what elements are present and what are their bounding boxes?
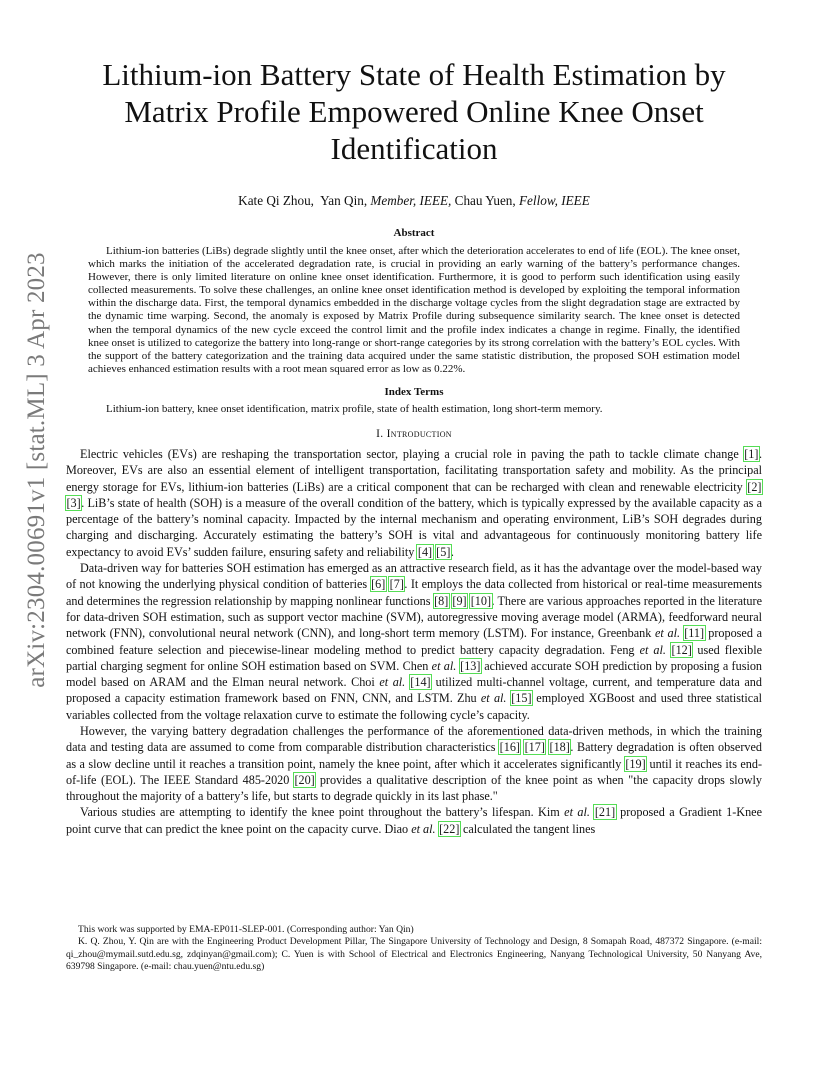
citation-link[interactable]: [15] <box>511 691 532 706</box>
paragraph <box>66 804 762 837</box>
text-run: provides a qualitative description of the knee point as when "the capacity drops slowly throughout the majority of a battery’s life, but starts to degrade quickly in its last phase." <box>66 772 762 804</box>
et-al: et al. <box>655 626 681 641</box>
et-al: et al. <box>431 658 457 673</box>
text-run: until it reaches its end-of-life (EOL). The IEEE Standard 485-2020 <box>66 756 762 787</box>
text-run: . Battery degradation is often observed as a slow decline until it reaches a transition point, namely the knee point, after which it accelerates significantly <box>66 740 762 771</box>
citation-link[interactable]: [11] <box>684 626 705 641</box>
et-al: et al. <box>411 821 436 836</box>
paper-page <box>66 56 762 837</box>
affiliation-footnote: K. Q. Zhou, Y. Qin are with the Engineering Product Development Pillar, The Singapore University of Technology and Design, 8 Somapah Road, 487372 Singapore. (e-mail: qi_zhou@mymail.sutd.edu.sg, zdqinyan@gmail.com); C. Yuen is with School of Electrical and Electronics Engineering, Nanyang Technological University, 50 Nanyang Ave, 639798 Singapore. (e-mail: chau.yuen@ntu.edu.sg) <box>66 936 762 973</box>
citation-link[interactable]: [5] <box>436 544 451 559</box>
introduction-body <box>66 446 762 837</box>
text-run: . Moreover, EVs are also an essential element of intelligent transportation, facilitating transportation safety and mobility. As the principal energy storage for EVs, lithium-ion batteries (LiBs) are a critical component that can be recharged with clean and renewable electricity <box>66 446 762 494</box>
citation-link[interactable]: [17] <box>524 740 545 755</box>
text-run: Data-driven way for batteries SOH estimation has emerged as an attractive research field, as it has the advantage over the model-based way of not knowing the underlying physical condition of batteries <box>66 561 762 592</box>
citation-link[interactable]: [16] <box>499 740 520 755</box>
author-2-role: Member, IEEE, <box>370 193 452 208</box>
footnotes <box>66 924 762 974</box>
et-al: et al. <box>480 691 507 706</box>
citation-link[interactable]: [9] <box>452 593 467 608</box>
abstract-heading: Abstract <box>393 227 435 239</box>
section-numeral: I. <box>376 427 384 440</box>
arxiv-sidebar <box>22 252 52 688</box>
index-terms-heading: Index Terms <box>384 385 444 398</box>
text-run: . It employs the data collected from historical or real-time measurements and determines the regression relationship by mapping nonlinear functions <box>66 577 763 608</box>
author-2: Yan Qin, <box>320 193 368 208</box>
abstract-text: Lithium-ion batteries (LiBs) degrade slightly until the knee onset, after which the deterioration accelerates to end of life (EOL). The knee onset, which marks the initiation of the accelerated degradation rate, is crucial in providing an early warning of the battery’s performance changes. However, there is only limited literature on online knee onset identification. Furthermore, it is good to perform such identification using easily collected measurements. To solve these challenges, an online knee onset identification method is developed by exploiting the temporal information within the discharge data. First, the temporal dynamics embedded in the discharge voltage cycles from the slight degradation stage are extracted by the dynamic time warping. Second, the anomaly is exposed by Matrix Profile during subsequence similarity search. The knee onset is detected when the temporal dynamics of the new cycle exceed the control limit and the profile index indicates a change in regime. Finally, the identified knee onset is utilized to categorize the battery into long-range or short-range categories by its strong correlation with the battery’s EOL cycles. With the support of the battery categorization and the training data acquired under the same statistic distribution, the proposed SOH estimation model achieves enhanced estimation results with a root mean squared error as low as 0.22%. <box>88 245 740 375</box>
citation-link[interactable]: [3] <box>66 495 81 510</box>
text-run: achieved accurate SOH prediction by proposing a fusion model based on ARAM and the Elman neural network. Choi <box>66 658 763 690</box>
citation-link[interactable]: [10] <box>470 593 492 608</box>
citation-link[interactable]: [21] <box>594 805 616 820</box>
text-run: utilized multi-channel voltage, current, and temperature data and proposed a capacity estimation framework based on FNN, CNN, and LSTM. Zhu <box>66 675 762 706</box>
citation-link[interactable]: [13] <box>460 658 481 673</box>
et-al: et al. <box>639 642 666 657</box>
index-terms-text: Lithium-ion battery, knee onset identification, matrix profile, state of health estimation, long short-term memory. <box>106 402 603 415</box>
paper-title: Lithium-ion Battery State of Health Estimation by Matrix Profile Empowered Online Knee Onset Identification <box>102 57 726 166</box>
text-run: proposed a Gradient 1-Knee point curve that can predict the knee point on the capacity curve. Diao <box>66 805 763 836</box>
paragraph <box>66 446 762 560</box>
text-run: . LiB’s state of health (SOH) is a measure of the overall condition of the battery, which is typically expressed by the available capacity as a percentage of the battery’s nominal capacity. Impacted by the internal mechanism and operating environment, LiB’s SOH degrades during charging and discharging. Accurately estimating the battery’s SOH is vital and advantageous for continuously monitoring battery life expectancy to avoid EVs’ sudden failure, ensuring safety and reliability <box>66 495 762 559</box>
citation-link[interactable]: [8] <box>434 593 449 608</box>
citation-link[interactable]: [14] <box>410 675 431 690</box>
et-al: et al. <box>379 675 406 690</box>
citation-link[interactable]: [4] <box>417 544 433 559</box>
text-run: calculated the tangent lines <box>459 821 596 836</box>
citation-link[interactable]: [22] <box>439 821 460 836</box>
citation-link[interactable]: [1] <box>744 446 759 461</box>
funding-footnote: This work was supported by EMA-EP011-SLEP-001. (Corresponding author: Yan Qin) <box>78 924 414 935</box>
author-line <box>66 193 762 209</box>
text-run: Electric vehicles (EVs) are reshaping the transportation sector, playing a crucial role in paving the path to tackle climate change <box>80 446 744 461</box>
text-run: However, the varying battery degradation challenges the performance of the aforementioned data-driven methods, in which the training data and testing data are assumed to come from comparable distribution characteristics <box>66 723 762 755</box>
section-title: Introduction <box>386 427 452 440</box>
paragraph <box>66 723 762 804</box>
citation-link[interactable]: [18] <box>549 740 570 755</box>
citation-link[interactable]: [20] <box>294 772 315 787</box>
citation-link[interactable]: [12] <box>671 642 692 657</box>
et-al: et al. <box>564 805 590 820</box>
author-3-role: Fellow, IEEE <box>519 193 590 208</box>
paragraph <box>66 560 762 723</box>
text-run: Various studies are attempting to identify the knee point throughout the battery’s lifespan. Kim <box>80 805 565 820</box>
citation-link[interactable]: [6] <box>371 577 386 592</box>
arxiv-identifier: arXiv:2304.00691v1 [stat.ML] 3 Apr 2023 <box>23 252 50 688</box>
text-run: used flexible partial charging segment for online SOH estimation based on SVM. Chen <box>66 642 762 673</box>
citation-link[interactable]: [2] <box>747 479 762 494</box>
text-run: proposed a combined feature selection and piecewise-linear modeling method to predict battery capacity degradation. Feng <box>66 626 763 657</box>
text-run: . There are various approaches reported in the literature for data-driven SOH estimation, such as support vector machine (SVM), autoregressive moving average model (ARMA), feedforward neural network (FNN), convolutional neural network (CNN), and long-short term memory (LSTM). For instance, Greenbank <box>66 593 762 641</box>
author-3: Chau Yuen, <box>454 193 516 208</box>
citation-link[interactable]: [7] <box>389 577 404 592</box>
text-run: . <box>450 544 454 559</box>
text-run: employed XGBoost and used three statistical variables collected from the voltage relaxation curve to estimate the following cycle’s capacity. <box>66 691 762 722</box>
citation-link[interactable]: [19] <box>625 756 646 771</box>
section-heading-introduction <box>66 428 762 440</box>
author-1: Kate Qi Zhou, <box>238 193 314 208</box>
